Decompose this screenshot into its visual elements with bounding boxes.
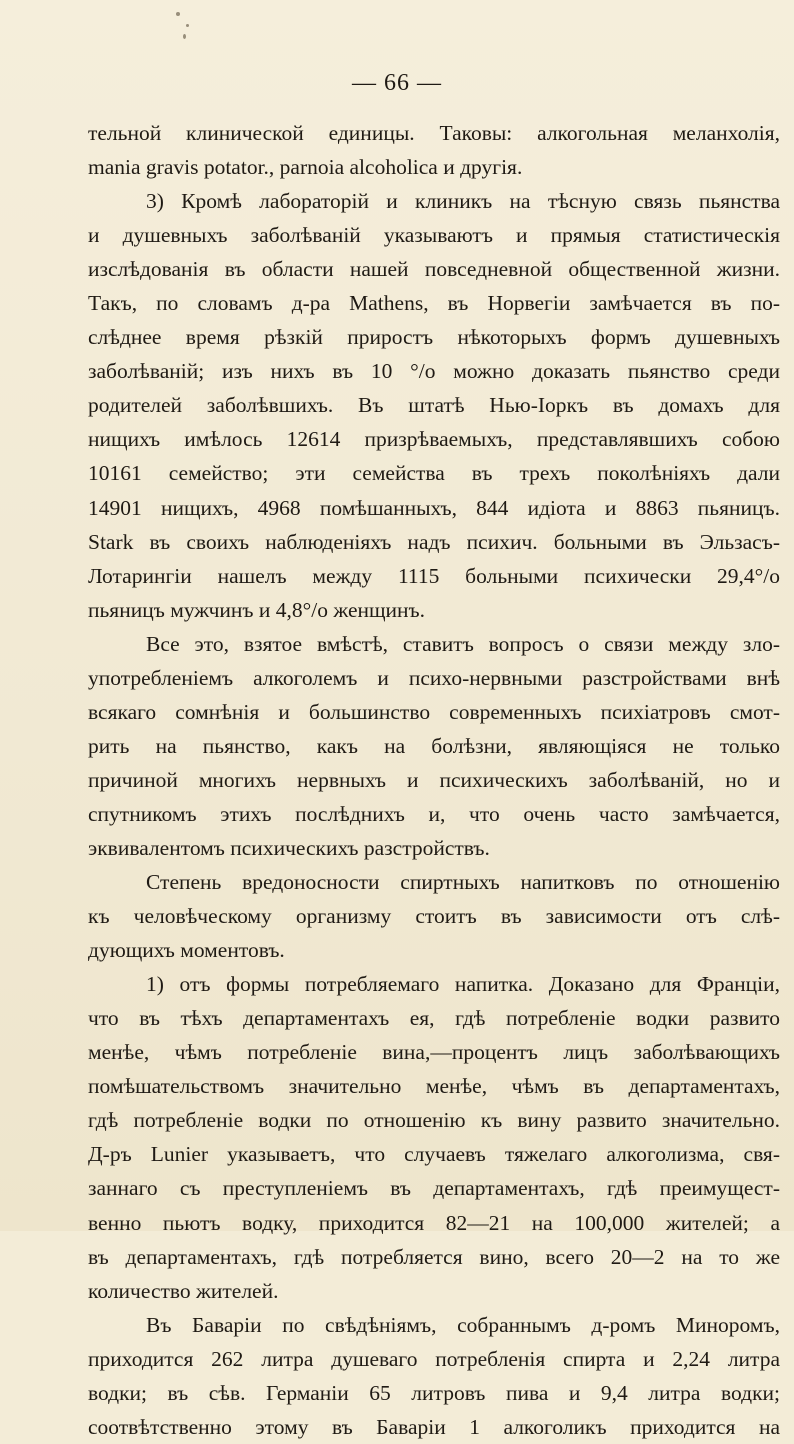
text-line: Такъ, по словамъ д-ра Mathens, въ Норвегіи замѣчается въ по-	[88, 291, 780, 316]
text-line: 14901 нищихъ, 4968 помѣшанныхъ, 844 идіота и 8863 пьяницъ.	[88, 495, 780, 520]
text-line: дующихъ моментовъ.	[88, 938, 285, 963]
ink-speck	[176, 12, 180, 16]
text-line: венно пьютъ водку, приходится 82—21 на 100,000 жителей; а	[88, 1210, 780, 1235]
text-line: всякаго сомнѣнія и большинство современныхъ психіатровъ смот-	[88, 699, 780, 724]
text-line: причиной многихъ нервныхъ и психическихъ заболѣваній, но и	[88, 767, 780, 792]
text-line: слѣднее время рѣзкій приростъ нѣкоторыхъ формъ душевныхъ	[88, 325, 780, 350]
text-line: пьяницъ мужчинъ и 4,8°/o женщинъ.	[88, 597, 426, 622]
text-line: и душевныхъ заболѣваній указываютъ и прямыя статистическія	[88, 223, 780, 248]
page-number: — 66 —	[352, 70, 442, 96]
text-line: 10161 семейство; эти семейства въ трехъ поколѣніяхъ дали	[88, 461, 780, 486]
text-line: Степень вредоносности спиртныхъ напитковъ по отношенію	[146, 870, 780, 895]
text-line: заннаго съ преступленіемъ въ департаментахъ, гдѣ преимущест-	[88, 1176, 780, 1201]
text-line: Все это, взятое вмѣстѣ, ставитъ вопросъ о связи между зло-	[146, 631, 780, 656]
text-line: гдѣ потребленіе водки по отношенію къ вину развито значительно.	[88, 1108, 780, 1133]
text-line: приходится 262 литра душеваго потребленія спирта и 2,24 литра	[88, 1346, 780, 1371]
text-line: изслѣдованія въ области нашей повседневной общественной жизни.	[88, 257, 780, 282]
text-line: помѣшательствомъ значительно менѣе, чѣмъ въ департаментахъ,	[88, 1074, 780, 1099]
body-text	[88, 116, 780, 1444]
text-line: что въ тѣхъ департаментахъ ея, гдѣ потребленіе водки развито	[88, 1006, 780, 1031]
text-line: mania gravis potator., parnoia alcoholica и другія.	[88, 155, 523, 180]
text-line: Въ Баваріи по свѣдѣніямъ, собраннымъ д-ромъ Миноромъ,	[146, 1312, 780, 1337]
text-line: употребленіемъ алкоголемъ и психо-нервными разстройствами внѣ	[88, 665, 780, 690]
text-line: заболѣваній; изъ нихъ въ 10 °/o можно доказать пьянство среди	[88, 359, 780, 384]
text-line: спутникомъ этихъ послѣднихъ и, что очень часто замѣчается,	[88, 801, 780, 826]
text-line: Stark въ своихъ наблюденіяхъ надъ психич. больными въ Эльзасъ-	[88, 529, 780, 554]
text-line: Д-ръ Lunier указываетъ, что случаевъ тяжелаго алкоголизма, свя-	[88, 1142, 780, 1167]
text-line: родителей заболѣвшихъ. Въ штатѣ Нью-Іоркъ въ домахъ для	[88, 393, 780, 418]
text-line: соотвѣтственно этому въ Баваріи 1 алкоголикъ приходится на	[88, 1414, 780, 1439]
text-line: въ департаментахъ, гдѣ потребляется вино, всего 20—2 на то же	[88, 1244, 780, 1269]
text-line: 3) Кромѣ лабораторій и клиникъ на тѣсную связь пьянства	[146, 189, 780, 214]
text-line: рить на пьянство, какъ на болѣзни, являющіяся не только	[88, 733, 780, 758]
text-line: менѣе, чѣмъ потребленіе вина,—процентъ лицъ заболѣвающихъ	[88, 1040, 780, 1065]
text-line: водки; въ сѣв. Германіи 65 литровъ пива и 9,4 литра водки;	[88, 1380, 780, 1405]
text-line: нищихъ имѣлось 12614 призрѣваемыхъ, представлявшихъ собою	[88, 427, 780, 452]
text-line: эквивалентомъ психическихъ разстройствъ.	[88, 835, 490, 860]
text-line: Лотарингіи нашелъ между 1115 больными психически 29,4°/o	[88, 563, 780, 588]
text-line: количество жителей.	[88, 1278, 279, 1303]
text-line: 1) отъ формы потребляемаго напитка. Доказано для Франціи,	[146, 972, 780, 997]
text-line: къ человѣческому организму стоитъ въ зависимости отъ слѣ-	[88, 904, 780, 929]
ink-speck	[183, 34, 186, 39]
ink-speck	[186, 24, 189, 27]
text-line: тельной клинической единицы. Таковы: алкогольная меланхолія,	[88, 121, 780, 145]
